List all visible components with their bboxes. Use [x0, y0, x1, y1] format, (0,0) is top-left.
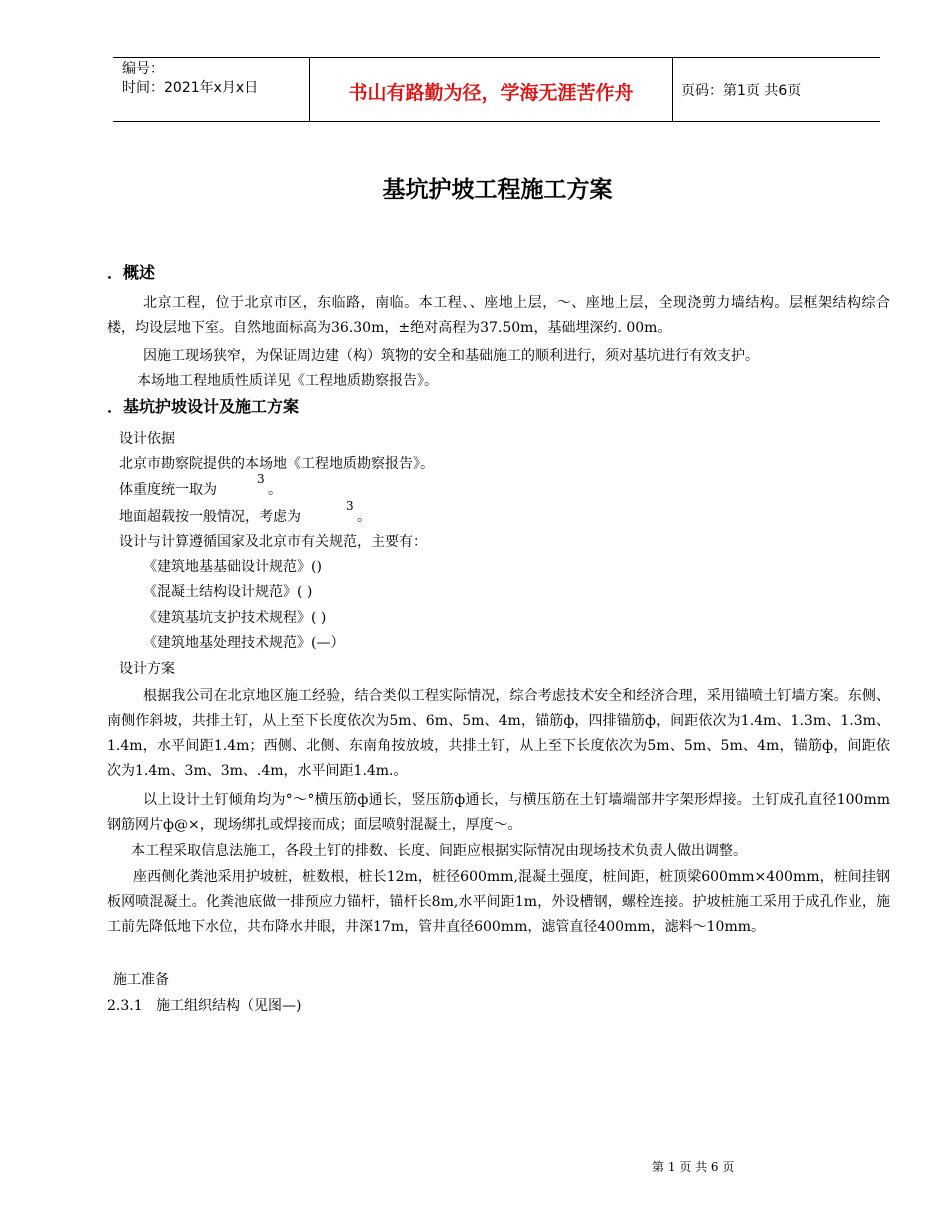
norm-item-1: 《建筑地基基础设计规范》() [143, 559, 322, 575]
norm-item-2: 《混凝土结构设计规范》( ) [143, 584, 313, 600]
time-label: 时间：2021年x月x日 [122, 80, 259, 96]
norm-item-3: 《建筑基坑支护技术规程》( ) [143, 610, 327, 626]
section-2-heading: ．基坑护坡设计及施工方案 [107, 397, 300, 416]
basis-item-4: 设计与计算遵循国家及北京市有关规范，主要有： [119, 534, 427, 550]
preparation-item-2-3-1: 2.3.1 施工组织结构（见图—) [107, 998, 302, 1014]
header-divider-2 [672, 57, 673, 121]
plan-paragraph-2: 以上设计土钉倾角均为°～°横压筋ф通长，竖压筋ф通长，与横压筋在土钉墙端部井字架形焊接。土钉成孔直径100mm钢筋网片ф@×，现场绑扎或焊接而成；面层喷射混凝土，厚度～。 [107, 792, 890, 833]
plan-paragraph-3: 本工程采取信息法施工，各段土钉的排数、长度、间距应根据实际情况由现场技术负责人做出调整。 [131, 843, 747, 859]
norm-item-4: 《建筑地基处理技术规范》(—） [143, 635, 345, 651]
basis-item-3-superscript: 3 [346, 499, 354, 513]
document-title: 基坑护坡工程施工方案 [382, 177, 613, 203]
plan-paragraph-4: 座西侧化粪池采用护坡桩，桩数根，桩长12m，桩径600mm,混凝土强度，桩间距，桩顶梁600mm×400mm，桩间挂钢板网喷混凝土。化粪池底做一排预应力锚杆，锚杆长8m,水平间距1m，外设槽钢，螺栓连接。护坡桩施工采用于成孔作业，施工前先降低地下水位，共布降水井眼，井深17m，管井直径600mm，滤管直径400mm，滤料～10mm。 [107, 869, 890, 935]
overview-paragraph-2: 因施工现场狭窄，为保证周边建（构）筑物的安全和基础施工的顺利进行，须对基坑进行有效支护。 [143, 348, 759, 364]
basis-item-3: 地面超载按一般情况，考虑为 [119, 509, 301, 525]
preparation-heading: 施工准备 [113, 972, 169, 988]
overview-paragraph-3: 本场地工程地质性质详见《工程地质勘察报告》。 [137, 373, 438, 389]
header-meta [122, 60, 258, 98]
header-page-info: 页码：第1页 共6页 [681, 83, 802, 99]
basis-item-1: 北京市勘察院提供的本场地《工程地质勘察报告》。 [119, 456, 434, 472]
basis-item-2-superscript: 3 [257, 472, 265, 486]
serial-number-label: 编号： [122, 61, 164, 77]
header-motto: 书山有路勤为径，学海无涯苦作舟 [348, 82, 634, 104]
header-bottom-rule [113, 121, 880, 122]
overview-paragraph-1: 北京工程，位于北京市区，东临路，南临。本工程、、座地上层，～、座地上层，全现浇剪力墙结构。层框架结构综合楼，均设层地下室。自然地面标高为36.30m，±绝对高程为37.50m，基础埋深约. 00m。 [107, 295, 890, 336]
page-footer: 第 1 页 共 6 页 [652, 1160, 735, 1174]
header-top-rule [113, 57, 880, 58]
design-basis-heading: 设计依据 [119, 431, 175, 447]
section-1-heading: ．概述 [107, 263, 156, 282]
plan-paragraph-1: 根据我公司在北京地区施工经验，结合类似工程实际情况，综合考虑技术安全和经济合理，采用锚喷土钉墙方案。东侧、南侧作斜坡，共排土钉，从上至下长度依次为5m、6m、5m、4m，锚筋ф，四排锚筋ф，间距依次为1.4m、1.3m、1.3m、1.4m，水平间距1.4m；西侧、北侧、东南角按放坡，共排土钉，从上至下长度依次为5m、5m、5m、4m，锚筋ф，间距依次为1.4m、3m、3m、.4m，水平间距1.4m.。 [107, 688, 890, 779]
basis-item-3-end: 。 [357, 509, 371, 525]
design-plan-heading: 设计方案 [119, 661, 175, 677]
basis-item-2-end: 。 [268, 482, 282, 498]
basis-item-2: 体重度统一取为 [119, 482, 217, 498]
